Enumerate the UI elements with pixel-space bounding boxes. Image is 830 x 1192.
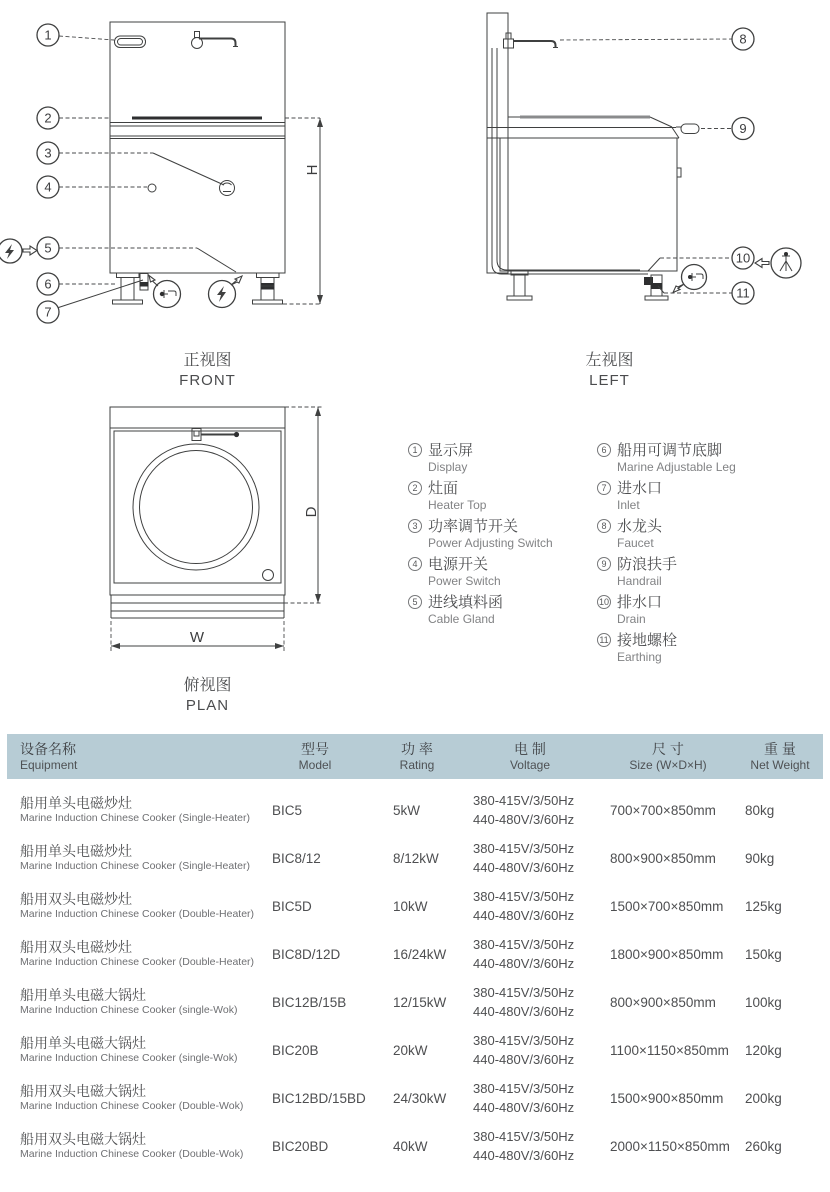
legend-en: Display <box>428 460 468 474</box>
legend-item-display <box>408 441 597 474</box>
cell-rating: 16/24kW <box>393 946 447 962</box>
left-view-drawing <box>430 0 830 345</box>
cell-model: BIC5 <box>272 802 303 818</box>
legend-en: Marine Adjustable Leg <box>617 460 736 474</box>
dimension-w <box>111 621 284 651</box>
legend-column-2 <box>597 441 736 669</box>
left-cooker-outline <box>487 13 801 304</box>
front-pointer-lines <box>57 36 236 308</box>
cell-model: BIC20BD <box>272 1138 329 1154</box>
legend-num: 5 <box>408 595 422 609</box>
heater-top-edge <box>110 118 285 139</box>
dimension-h <box>283 118 323 304</box>
legend-item-power-adjusting-switch <box>408 517 597 550</box>
cell-size: 1800×900×850mm <box>610 946 724 962</box>
front-view-title <box>150 350 265 390</box>
left-pointer-lines <box>560 39 732 293</box>
cell-rating: 8/12kW <box>393 850 439 866</box>
cell-equipment: 船用单头电磁炒灶 Marine Induction Chinese Cooker (Single-Heater) <box>20 795 250 824</box>
cell-equipment: 船用单头电磁大锅灶 Marine Induction Chinese Cooker (single-Wok) <box>20 1035 238 1064</box>
callout-10 <box>732 247 754 269</box>
svg-text:10: 10 <box>735 250 751 266</box>
table-row <box>7 834 823 882</box>
legend-item-handrail <box>597 555 736 588</box>
water-tap-icon <box>673 265 707 293</box>
cell-voltage: 380-415V/3/50Hz 440-480V/3/60Hz <box>473 1129 575 1163</box>
callout-3 <box>37 142 59 164</box>
cell-weight: 150kg <box>745 946 782 962</box>
legend-num: 8 <box>597 519 611 533</box>
table-row <box>7 1074 823 1122</box>
table-row <box>7 978 823 1026</box>
spec-table-header <box>7 734 823 779</box>
drain-assembly <box>644 258 668 300</box>
display-slot <box>115 36 146 48</box>
svg-text:11: 11 <box>736 285 750 301</box>
front-callouts <box>37 24 59 323</box>
cell-rating: 40kW <box>393 1138 428 1154</box>
dimension-d <box>284 407 322 603</box>
plan-title-en: PLAN <box>185 697 230 714</box>
legend-en: Cable Gland <box>428 612 495 626</box>
header-model: 型号 Model <box>298 741 332 772</box>
legend-cn: 功率调节开关 <box>428 518 519 535</box>
legend-en: Handrail <box>617 574 662 588</box>
cell-weight: 125kg <box>745 898 782 914</box>
legend-item-heater-top <box>408 479 597 512</box>
dim-h-label: H <box>304 164 321 176</box>
callout-6 <box>37 273 59 295</box>
legend-num: 7 <box>597 481 611 495</box>
cell-weight: 120kg <box>745 1042 782 1058</box>
svg-text:1: 1 <box>44 27 52 43</box>
front-cooker-outline <box>0 22 323 323</box>
cell-voltage: 380-415V/3/50Hz 440-480V/3/60Hz <box>473 793 575 827</box>
callout-2 <box>37 107 59 129</box>
legend-column-1 <box>408 441 597 669</box>
cell-voltage: 380-415V/3/50Hz 440-480V/3/60Hz <box>473 937 575 971</box>
legend-cn: 进线填料函 <box>428 594 504 611</box>
svg-text:6: 6 <box>44 276 52 292</box>
drain-hole <box>263 570 274 581</box>
legend-item-power-switch <box>408 555 597 588</box>
legend-num: 10 <box>598 597 609 607</box>
cell-model: BIC8/12 <box>272 850 321 866</box>
cell-model: BIC8D/12D <box>272 946 341 962</box>
legend-item-inlet <box>597 479 736 512</box>
legend-cn: 防浪扶手 <box>617 556 678 573</box>
cell-size: 700×700×850mm <box>610 802 716 818</box>
legend-en: Power Switch <box>428 574 501 588</box>
water-tap-icon <box>149 276 181 308</box>
cell-weight: 260kg <box>745 1138 782 1154</box>
legend-item-faucet <box>597 517 736 550</box>
legend-en: Faucet <box>617 536 654 550</box>
callout-5 <box>37 237 59 259</box>
header-voltage: 电 制 Voltage <box>509 741 551 772</box>
faucet-side <box>504 33 559 48</box>
legend-cn: 电源开关 <box>428 556 489 573</box>
legend-cn: 船用可调节底脚 <box>617 442 723 459</box>
legend-en: Earthing <box>617 650 662 664</box>
svg-text:4: 4 <box>44 179 52 195</box>
power-switch <box>148 184 156 192</box>
svg-text:7: 7 <box>44 304 52 320</box>
legend-item-marine-leg <box>597 441 736 474</box>
power-knob <box>220 181 235 196</box>
front-view-drawing <box>0 0 345 345</box>
cell-weight: 80kg <box>745 802 775 818</box>
left-title-en: LEFT <box>589 372 630 389</box>
cell-equipment: 船用双头电磁炒灶 Marine Induction Chinese Cooker (Double-Heater) <box>20 891 255 920</box>
legend-item-drain <box>597 593 736 626</box>
callout-1 <box>37 24 59 46</box>
legend-item-cable-gland <box>408 593 597 626</box>
handrail <box>676 124 699 134</box>
plan-view-title <box>150 675 265 715</box>
front-title-cn: 正视图 <box>183 352 232 369</box>
legend-num: 1 <box>408 443 422 457</box>
cell-voltage: 380-415V/3/50Hz 440-480V/3/60Hz <box>473 1081 575 1115</box>
legend-item-earthing <box>597 631 736 664</box>
header-rating: 功 率 Rating <box>399 741 435 772</box>
front-right-leg <box>253 273 283 304</box>
cell-model: BIC12BD/15BD <box>272 1090 366 1106</box>
callout-9 <box>732 118 754 140</box>
left-title-cn: 左视图 <box>585 352 634 369</box>
cell-weight: 90kg <box>745 850 775 866</box>
left-view-leg <box>507 271 532 300</box>
legend-num: 3 <box>408 519 422 533</box>
table-row <box>7 882 823 930</box>
legend-num: 6 <box>597 443 611 457</box>
legend-en: Drain <box>617 612 646 626</box>
plan-outline <box>110 407 322 651</box>
cell-size: 800×900×850mm <box>610 850 716 866</box>
cell-rating: 10kW <box>393 898 428 914</box>
table-row <box>7 1122 823 1170</box>
legend-num: 2 <box>408 481 422 495</box>
header-equipment: 设备名称 Equipment <box>20 741 78 772</box>
cell-rating: 24/30kW <box>393 1090 447 1106</box>
legend-cn: 灶面 <box>428 480 459 497</box>
legend-num: 11 <box>597 633 611 647</box>
legend-num: 4 <box>408 557 422 571</box>
parts-legend <box>408 441 736 669</box>
cell-model: BIC5D <box>272 898 312 914</box>
callout-11 <box>732 282 754 304</box>
tripod-drain-icon <box>755 248 801 278</box>
counter-top-side <box>487 116 679 139</box>
legend-cn: 水龙头 <box>617 518 663 535</box>
lightning-icon <box>209 276 243 308</box>
svg-text:2: 2 <box>44 110 52 126</box>
left-view-title <box>552 350 667 390</box>
cell-voltage: 380-415V/3/50Hz 440-480V/3/60Hz <box>473 985 575 1019</box>
cell-size: 800×900×850mm <box>610 994 716 1010</box>
table-row <box>7 1026 823 1074</box>
plan-view-drawing <box>60 400 340 665</box>
cell-size: 2000×1150×850mm <box>610 1138 730 1154</box>
cell-voltage: 380-415V/3/50Hz 440-480V/3/60Hz <box>473 1033 575 1067</box>
legend-en: Heater Top <box>428 498 487 512</box>
lightning-icon <box>0 239 37 263</box>
legend-cn: 接地螺栓 <box>617 632 678 649</box>
callout-7 <box>37 301 59 323</box>
header-size: 尺 寸 Size (W×D×H) <box>629 741 707 772</box>
cell-size: 1100×1150×850mm <box>610 1042 729 1058</box>
legend-en: Inlet <box>617 498 640 512</box>
table-row <box>7 930 823 978</box>
cell-model: BIC12B/15B <box>272 994 347 1010</box>
handle-lever <box>192 429 239 441</box>
legend-en: Power Adjusting Switch <box>428 536 553 550</box>
svg-text:8: 8 <box>739 31 747 47</box>
left-callouts <box>732 28 754 304</box>
cell-rating: 20kW <box>393 1042 428 1058</box>
cell-weight: 200kg <box>745 1090 782 1106</box>
header-weight: 重 量 Net Weight <box>750 741 810 772</box>
legend-cn: 进水口 <box>617 480 663 497</box>
front-title-en: FRONT <box>179 372 236 389</box>
cell-equipment: 船用单头电磁炒灶 Marine Induction Chinese Cooker (Single-Heater) <box>20 843 250 872</box>
svg-text:5: 5 <box>44 240 52 256</box>
callout-8 <box>732 28 754 50</box>
front-ledge <box>111 595 284 618</box>
legend-num: 9 <box>597 557 611 571</box>
dim-d-label: D <box>303 506 320 518</box>
cell-equipment: 船用双头电磁炒灶 Marine Induction Chinese Cooker (Double-Heater) <box>20 939 255 968</box>
cell-model: BIC20B <box>272 1042 319 1058</box>
cell-rating: 5kW <box>393 802 420 818</box>
cell-rating: 12/15kW <box>393 994 447 1010</box>
cell-equipment: 船用双头电磁大锅灶 Marine Induction Chinese Cooker (Double-Wok) <box>20 1083 244 1112</box>
cell-equipment: 船用双头电磁大锅灶 Marine Induction Chinese Cooker (Double-Wok) <box>20 1131 244 1160</box>
legend-cn: 排水口 <box>617 594 663 611</box>
spec-table-body <box>7 786 823 1170</box>
table-row <box>7 786 823 834</box>
svg-text:3: 3 <box>44 145 52 161</box>
cell-size: 1500×900×850mm <box>610 1090 724 1106</box>
faucet-front <box>192 32 239 49</box>
plan-title-cn: 俯视图 <box>183 677 232 694</box>
inlet-fitting <box>140 274 149 291</box>
cell-equipment: 船用单头电磁大锅灶 Marine Induction Chinese Cooker (single-Wok) <box>20 987 238 1016</box>
cell-size: 1500×700×850mm <box>610 898 724 914</box>
cell-voltage: 380-415V/3/50Hz 440-480V/3/60Hz <box>473 841 575 875</box>
svg-text:9: 9 <box>739 121 747 136</box>
dim-w-label: W <box>189 629 205 646</box>
legend-cn: 显示屏 <box>428 442 474 459</box>
spec-table <box>7 734 823 1170</box>
callout-4 <box>37 176 59 198</box>
cell-weight: 100kg <box>745 994 782 1010</box>
cell-voltage: 380-415V/3/50Hz 440-480V/3/60Hz <box>473 889 575 923</box>
